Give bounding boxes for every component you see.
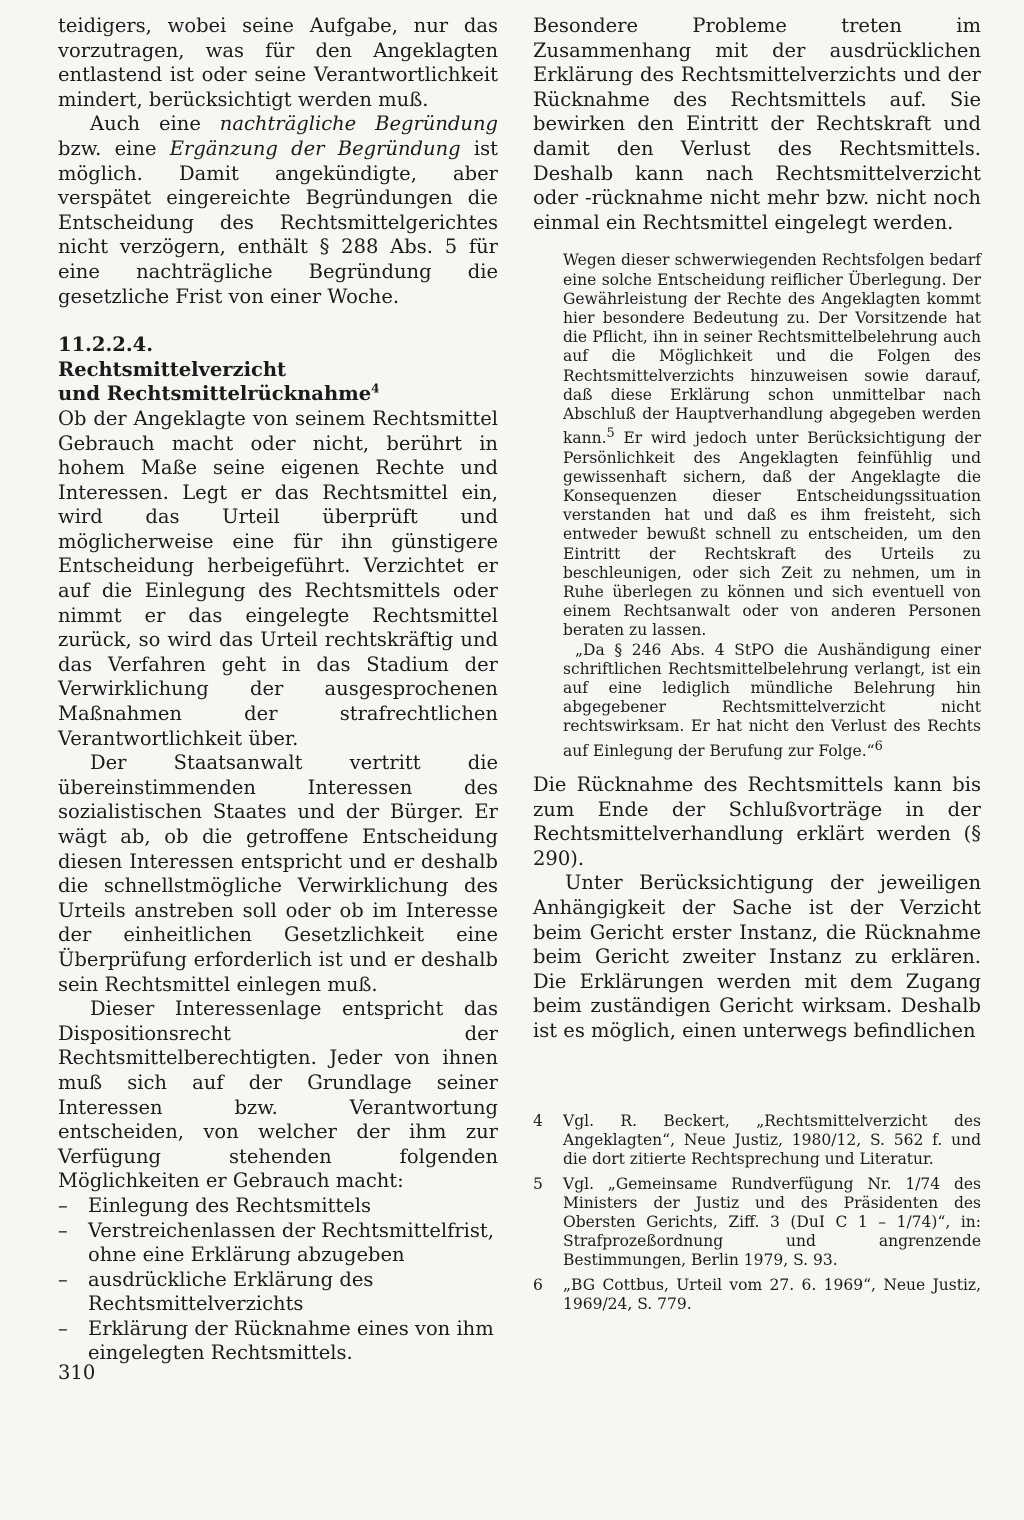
footnote: 6 „BG Cottbus, Urteil vom 27. 6. 1969“, Neue Justiz, 1969/24, S. 779. xyxy=(533,1275,981,1313)
section-heading xyxy=(58,333,498,407)
footnote-number: 6 xyxy=(533,1275,543,1294)
right-column xyxy=(533,14,981,1043)
section-title-line: Rechtsmittelverzicht xyxy=(58,357,287,381)
footnote-ref: 5 xyxy=(606,426,615,442)
options-list xyxy=(58,1194,498,1366)
footnotes xyxy=(533,1112,981,1319)
page-number: 310 xyxy=(58,1361,96,1384)
section-title-line: und Rechtsmittelrücknahme$^4$ xyxy=(58,381,380,406)
list-item: – Erklärung der Rücknahme eines von ihm eingelegten Rechtsmittels. xyxy=(58,1317,498,1366)
footnote-ref: 6 xyxy=(874,738,883,754)
list-item: – Einlegung des Rechtsmittels xyxy=(58,1194,498,1219)
quotation: „Da § 246 Abs. 4 StPO die Aushändigung einer schriftlichen Rechtsmittelbelehrung verlangt, ist ein auf eine lediglich mündliche Belehrung hin abgegebener Rechtsmittelverzicht nicht rechtswirksam. Er hat nicht den Verlust des Rechts auf Einlegung der Berufung zur Folge.“$^6$ xyxy=(563,640,981,760)
paragraph: Unter Berücksichtigung der jeweiligen Anhängigkeit der Sache ist der Verzicht beim Gericht erster Instanz, die Rücknahme beim Gericht zweiter Instanz zu erklären. Die Erklärungen werden mit dem Zugang beim zuständigen Gericht wirksam. Deshalb ist es möglich, einen unterwegs befindlichen xyxy=(533,871,981,1042)
section-number: 11.2.2.4. xyxy=(58,333,153,357)
footnote-number: 4 xyxy=(533,1112,543,1130)
left-column xyxy=(58,14,498,1366)
paragraph: Auch eine nachträgliche Begründung bzw. eine Ergänzung der Begründung ist möglich. Damit angekündigte, aber verspätet eingereichte Begründungen die Entscheidung des Rechtsmittelgerichtes nicht verzögern, enthält § 288 Abs. 5 für eine nachträgliche Begründung die gesetzliche Frist von einer Woche. xyxy=(58,112,498,308)
paragraph: Wegen dieser schwerwiegenden Rechtsfolgen bedarf eine solche Entscheidung reiflicher Überlegung. Der Gewährleistung der Rechte des Angeklagten kommt hier besondere Bedeutung zu. Der Vorsitzende hat die Pflicht, ihn in seiner Rechtsmittelbelehrung auch auf die Möglichkeit und die Folgen des Rechtsmittelverzichts hinzuweisen sowie darauf, daß diese Erklärung schon unmittelbar nach Abschluß der Hauptverhandlung abgegeben werden kann.$^5$ Er wird jedoch unter Berücksichtigung der Persönlichkeit des Angeklagten feinfühlig und gewissenhaft sichern, daß der Angeklagte die Konsequenzen dieser Entscheidungssituation verstanden hat und daß es ihm freisteht, sich entweder bewußt schnell zu entscheiden, um den Eintritt der Rechtskraft des Urteils zu beschleunigen, oder sich Zeit zu nehmen, um in Ruhe überlegen zu können und sich eventuell von einem Rechtsanwalt oder von anderen Personen beraten zu lassen. xyxy=(563,251,981,640)
paragraph: Ob der Angeklagte von seinem Rechtsmittel Gebrauch macht oder nicht, berührt in hohem Maße seine eigenen Rechte und Interessen. Legt er das Rechtsmittel ein, wird das Urteil überprüft und möglicherweise eine für ihn günstigere Entscheidung herbeigeführt. Verzichtet er auf die Einlegung des Rechtsmittels oder nimmt er das eingelegte Rechtsmittel zurück, so wird das Urteil rechtskräftig und das Verfahren geht in das Stadium der Verwirklichung der ausgesprochenen Maßnahmen der strafrechtlichen Verantwortlichkeit über. xyxy=(58,406,498,750)
small-print-block xyxy=(563,251,981,761)
paragraph: Dieser Interessenlage entspricht das Dispositionsrecht der Rechtsmittelberechtigten. Jeder von ihnen muß sich auf der Grundlage seiner Interessen bzw. Verantwortung entscheiden, von welcher der ihm zur Verfügung stehenden folgenden Möglichkeiten er Gebrauch macht: xyxy=(58,997,498,1193)
list-item: – Verstreichenlassen der Rechtsmittelfrist, ohne eine Erklärung abzugeben xyxy=(58,1219,498,1268)
paragraph: Besondere Probleme treten im Zusammenhang mit der ausdrücklichen Erklärung des Rechtsmittelverzichts und der Rücknahme des Rechtsmittels auf. Sie bewirken den Eintritt der Rechtskraft und damit den Verlust des Rechtsmittels. Deshalb kann nach Rechtsmittelverzicht oder -rücknahme nicht mehr bzw. nicht noch einmal ein Rechtsmittel eingelegt werden. xyxy=(533,14,981,234)
footnote: 4 Vgl. R. Beckert, „Rechtsmittelverzicht des Angeklagten“, Neue Justiz, 1980/12, S. 562 f. und die dort zitierte Rechtsprechung und Literatur. xyxy=(533,1112,981,1169)
paragraph: Der Staatsanwalt vertritt die übereinstimmenden Interessen des sozialistischen Staates und der Bürger. Er wägt ab, ob die getroffene Entscheidung diesen Interessen entspricht und er deshalb die schnellstmögliche Verwirklichung des Urteils anstreben soll oder ob im Interesse der einheitlichen Gesetzlichkeit eine Überprüfung erforderlich ist und er deshalb sein Rechtsmittel einlegen muß. xyxy=(58,751,498,996)
footnote-number: 5 xyxy=(533,1174,543,1193)
footnote-ref: 4 xyxy=(371,381,380,396)
paragraph: Die Rücknahme des Rechtsmittels kann bis zum Ende der Schlußvorträge in der Rechtsmittelverhandlung erklärt werden (§ 290). xyxy=(533,772,981,870)
emphasis: Ergänzung der Begründung xyxy=(169,136,461,160)
paragraph: teidigers, wobei seine Aufgabe, nur das vorzutragen, was für den Angeklagten entlastend ist oder seine Verantwortlichkeit mindert, berücksichtigt werden muß. xyxy=(58,14,498,111)
emphasis: nachträgliche Begründung xyxy=(219,112,498,136)
footnote: 5 Vgl. „Gemeinsame Rundverfügung Nr. 1/74 des Ministers der Justiz und des Präsidenten des Obersten Gerichts, Ziff. 3 (DuI C 1 – 1/74)“, in: Strafprozeßordnung und angrenzende Bestimmungen, Berlin 1979, S. 93. xyxy=(533,1174,981,1270)
list-item: – ausdrückliche Erklärung des Rechtsmittelverzichts xyxy=(58,1268,498,1317)
